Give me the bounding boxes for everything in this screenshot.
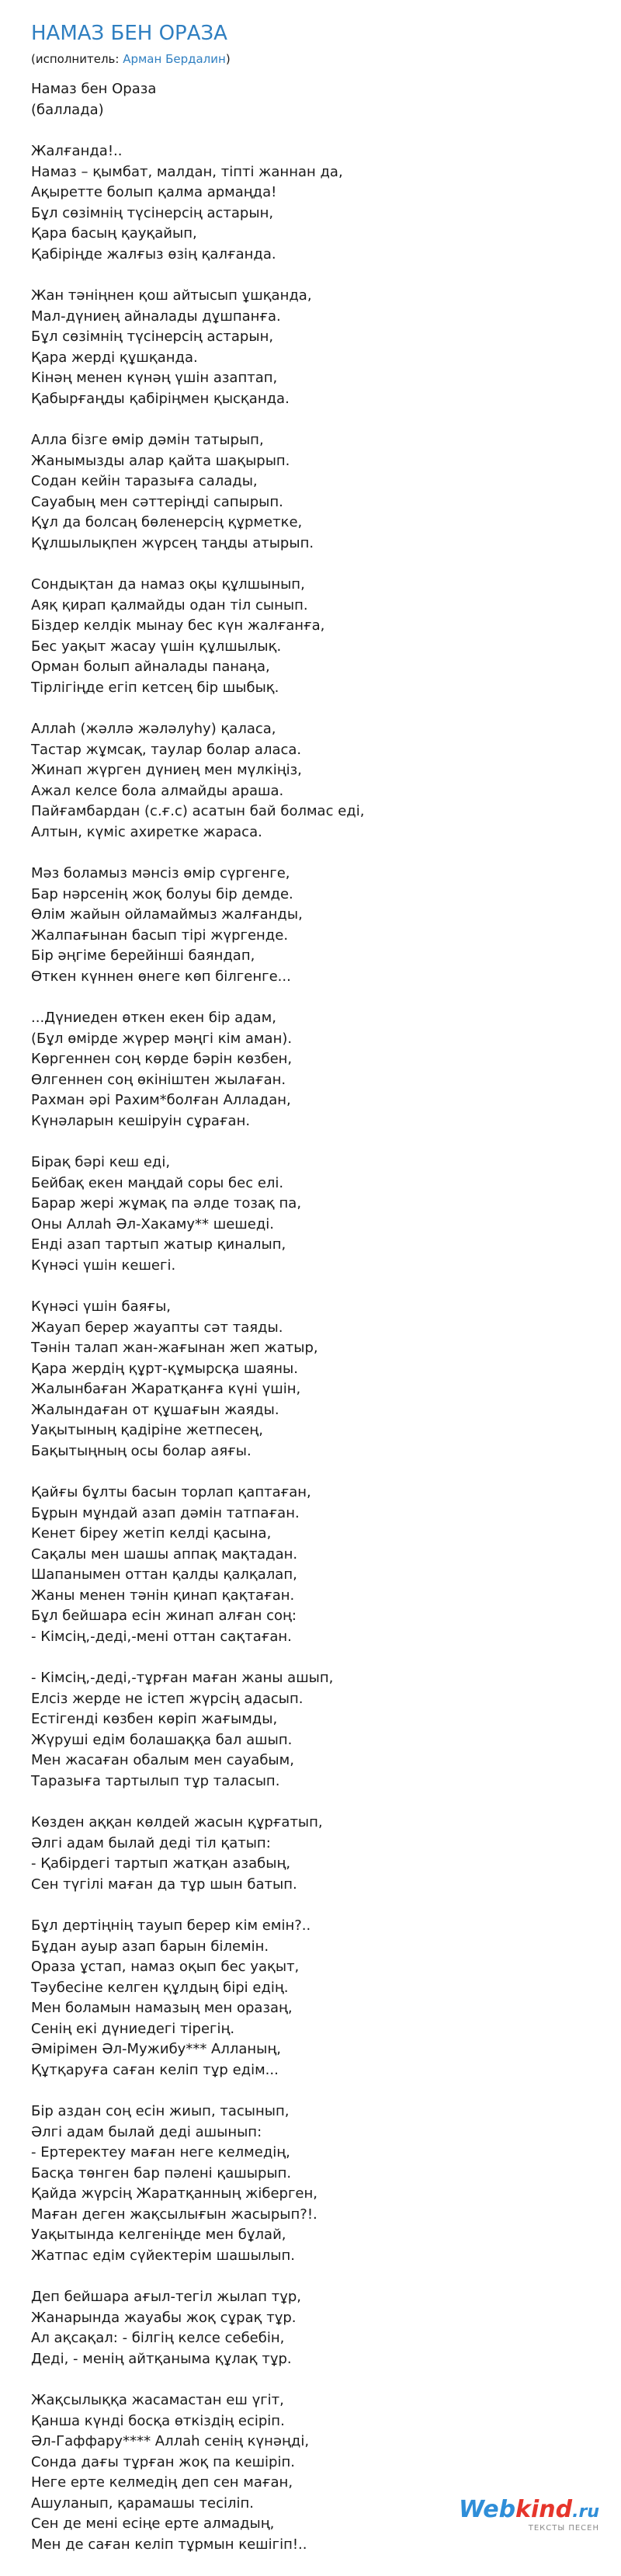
lyric-line: Жалынбаған Жаратқанға күні үшін, (31, 1381, 301, 1397)
lyric-line: Әлгі адам былай деді ашынып: (31, 2123, 262, 2140)
lyric-line: Бес уақыт жасау үшін құлшылық. (31, 638, 282, 655)
stanza (31, 719, 598, 843)
lyric-line: Намаз бен Ораза (31, 81, 157, 97)
lyric-line: Пайғамбардан (с.ғ.с) асатын бай болмас еді, (31, 803, 365, 819)
lyric-line: Сен түгілі маған да тұр шын батып. (31, 1876, 297, 1893)
lyric-line: Өткен күннен өнеге көп білгенге... (31, 968, 291, 985)
lyric-line: Мен де саған келіп тұрмын кешігіп!.. (31, 2536, 307, 2553)
lyric-line: Бұл бейшара есін жинап алған соң: (31, 1608, 297, 1624)
lyric-line: Алла бізге өмір дәмін татырып, (31, 432, 264, 448)
lyric-line: Елсіз жерде не істеп жүрсің адасып. (31, 1690, 304, 1707)
lyric-line: Сондықтан да намаз оқы құлшынып, (31, 576, 305, 593)
lyric-line: Жатпас едім сүйектерім шашылып. (31, 2247, 296, 2264)
lyric-line: (баллада) (31, 101, 104, 118)
lyric-line: Бір әңгіме берейінші баяндап, (31, 947, 255, 964)
lyric-line: Жанымызды алар қайта шақырып. (31, 452, 290, 469)
lyric-line: Сақалы мен шашы аппақ мақтадан. (31, 1545, 298, 1563)
brand-web: Web (459, 2496, 516, 2523)
lyric-line: Рахман әрі Рахим*болған Алладан, (31, 1092, 291, 1108)
lyric-line: Мен жасаған обалым мен сауабым, (31, 1752, 294, 1768)
lyric-line: Ажал келсе бола алмайды араша. (31, 782, 284, 799)
lyric-line: Деді, - менің айтқаныма құлақ тұр. (31, 2350, 292, 2367)
performer-link[interactable]: Арман Бердалин (123, 52, 226, 66)
lyric-line: Ораза ұстап, намаз оқып бес уақыт, (31, 1959, 300, 1975)
lyric-line: Ашуланып, қарамашы тесіліп. (31, 2494, 254, 2512)
lyric-line: Бейбақ екен маңдай соры бес елі. (31, 1174, 284, 1191)
lyric-line: - Ертеректеу маған неге келмедің, (31, 2144, 290, 2161)
lyric-line: Жауап берер жауапты сәт таяды. (31, 1319, 283, 1336)
lyric-line: Бұл дертіңнің тауып берер кім емін?.. (31, 1917, 311, 1934)
lyric-line: Жинап жүрген дүниең мен мүлкіңіз, (31, 762, 302, 778)
lyric-line: Бірақ бәрі кеш еді, (31, 1154, 171, 1170)
lyric-line: Қабіріңде жалғыз өзің қалғанда. (31, 245, 276, 262)
lyric-line: Қара басың қауқайып, (31, 225, 197, 242)
lyric-line: Бұрын мұндай азап дәмін татпаған. (31, 1504, 300, 1521)
stanza (31, 1008, 598, 1132)
lyric-line: Бақытыңның осы болар аяғы. (31, 1442, 252, 1459)
lyric-line: Ал ақсақал: - білгің келсе себебін, (31, 2330, 285, 2346)
lyric-line: Өлгеннен соң өкініштен жылаған. (31, 1071, 286, 1088)
lyric-line: Жалғанда!.. (31, 143, 123, 159)
lyric-line: Бұл сөзімнің түсінерсің астарын, (31, 204, 274, 221)
lyric-line: Күнәларын кешіруін сұраған. (31, 1112, 251, 1129)
lyric-line: ...Дүниеден өткен екен бір адам, (31, 1010, 276, 1026)
lyric-line: Қайда жүрсің Жаратқанның жіберген, (31, 2185, 317, 2202)
lyric-line: Әмірімен Әл-Мужибу*** Алланың, (31, 2041, 282, 2057)
lyric-line: Жаны менен тәнін қинап қақтаған. (31, 1587, 295, 1604)
lyric-line: Жүруші едім болашаққа бал ашып. (31, 1731, 293, 1748)
stanza (31, 2287, 598, 2369)
lyric-line: Мал-дүниең айналады дұшпанға. (31, 308, 281, 325)
song-title: НАМАЗ БЕН ОРАЗА (31, 22, 227, 45)
lyric-line: Жан тәніңнен қош айтысып ұшқанда, (31, 287, 312, 304)
lyric-line: Бұдан ауыр азап барын білемін. (31, 1938, 269, 1955)
stanza (31, 430, 598, 554)
lyric-line: Естігенді көзбен көріп жағымды, (31, 1711, 278, 1727)
brand-ru: .ru (572, 2502, 599, 2522)
lyric-line: Тастар жұмсақ, таулар болар аласа. (31, 741, 302, 758)
performer-prefix: (исполнитель: (31, 52, 123, 66)
lyric-line: Бір аздан соң есін жиып, тасынып, (31, 2103, 290, 2119)
lyric-line: Деп бейшара ағыл-тегіл жылап тұр, (31, 2289, 302, 2305)
lyric-line: Уақытында келгеніңде мен бұлай, (31, 2227, 286, 2243)
lyric-line: Өлім жайын ойламаймыз жалғанды, (31, 906, 303, 923)
lyric-line: Алтын, күміс ахиретке жараса. (31, 823, 262, 840)
stanza (31, 864, 598, 987)
lyric-line: Оны Аллаһ Әл-Хакаму** шешеді. (31, 1215, 274, 1232)
lyric-line: Басқа төнген бар пәлені қашырып. (31, 2164, 292, 2181)
performer-line (31, 51, 231, 67)
lyric-line: Тірлігіңде егіп кетсең бір шыбық. (31, 679, 279, 696)
lyric-line: Қабырғаңды қабіріңмен қысқанда. (31, 390, 290, 407)
lyric-line: Әлгі адам былай деді тіл қатып: (31, 1834, 271, 1851)
lyric-line: Аллаһ (жәллә жәләлуһу) қаласа, (31, 721, 276, 737)
lyric-line: Жанарында жауабы жоқ сұрақ тұр. (31, 2309, 297, 2326)
lyric-line: Қара жердің құрт-құмырсқа шаяны. (31, 1360, 298, 1377)
stanza (31, 286, 598, 409)
lyric-line: Жалпағынан басып тірі жүргенде. (31, 926, 289, 944)
lyric-line: Намаз – қымбат, малдан, тіпті жаннан да, (31, 163, 343, 180)
stanza (31, 1668, 598, 1792)
lyric-line: Күнәсі үшін кешегі. (31, 1257, 176, 1274)
stanza (31, 1916, 598, 2081)
brand-kind: kind (515, 2496, 573, 2523)
lyric-line: - Кімсің,-деді,-мені оттан сақтаған. (31, 1628, 292, 1645)
lyric-line: Қара жерді құшқанда. (31, 349, 198, 366)
stanza (31, 1483, 598, 1647)
lyrics-body (31, 79, 598, 2576)
stanza (31, 1297, 598, 1462)
lyric-line: Тәубесіне келген құлдың бірі едің. (31, 1979, 289, 1996)
lyric-line: Біздер келдік мынау бес күн жалғанға, (31, 617, 325, 634)
lyric-line: Сен де мені есіңе ерте алмадың, (31, 2515, 275, 2532)
lyric-line: Көргеннен соң көрде бәрін көзбен, (31, 1051, 293, 1067)
lyric-line: Көзден аққан көлдей жасын құрғатып, (31, 1814, 323, 1830)
lyric-line: Ақыретте болып қалма армаңда! (31, 184, 277, 200)
lyric-line: Күнәсі үшін баяғы, (31, 1298, 172, 1315)
lyric-line: Таразыға тартылып тұр таласып. (31, 1772, 280, 1789)
stanza (31, 575, 598, 698)
lyric-line: Құл да болсаң бөленерсің құрметке, (31, 514, 303, 530)
lyric-line: Содан кейін таразыға салады, (31, 473, 258, 489)
lyric-line: Барар жері жұмақ па әлде тозақ па, (31, 1195, 302, 1212)
webkind-logo[interactable] (459, 2497, 599, 2533)
lyric-line: Орман болып айналады панаңа, (31, 659, 270, 675)
lyric-line: Енді азап тартып жатыр қиналып, (31, 1236, 286, 1253)
lyric-line: Неге ерте келмедің деп сен маған, (31, 2474, 293, 2491)
lyric-line: Сенің екі дүниедегі тірегің. (31, 2020, 235, 2037)
lyric-line: Кенет біреу жетіп келді қасына, (31, 1525, 272, 1542)
lyric-line: Қайғы бұлты басын торлап қаптаған, (31, 1484, 311, 1500)
lyric-line: Тәнін талап жан-жағынан жеп жатыр, (31, 1340, 318, 1356)
lyric-line: Маған деген жақсылығын жасырып?!. (31, 2206, 317, 2223)
lyric-line: (Бұл өмірде жүрер мәңгі кім аман). (31, 1030, 293, 1047)
stanza (31, 2101, 598, 2266)
lyric-line: Сауабың мен сәттеріңді сапырып. (31, 493, 283, 510)
stanza (31, 1813, 598, 1895)
lyric-line: Сонда дағы тұрған жоқ па кешіріп. (31, 2453, 295, 2470)
lyric-line: Шапанымен оттан қалды қалқалап, (31, 1566, 297, 1583)
lyric-line: - Қабірдегі тартып жатқан азабың, (31, 1855, 291, 1872)
lyric-line: Аяқ қирап қалмайды одан тіл сынып. (31, 596, 308, 614)
lyric-line: Мәз боламыз мәнсіз өмір сүргенге, (31, 865, 290, 881)
lyric-line: Бұл сөзімнің түсінерсің астарын, (31, 329, 274, 345)
lyric-line: Кінәң менен күнәң үшін азаптап, (31, 370, 278, 386)
lyric-line: Жақсылыққа жасамастан еш үгіт, (31, 2392, 284, 2408)
lyric-line: Қанша күнді босқа өткіздің есіріп. (31, 2412, 285, 2429)
lyric-line: Уақытының қадіріне жетпесең, (31, 1422, 263, 1438)
lyric-line: Құлшылықпен жүрсең таңды атырып. (31, 534, 314, 551)
stanza (31, 141, 598, 265)
lyric-line: Бар нәрсенің жоқ болуы бір демде. (31, 885, 293, 902)
stanza (31, 79, 598, 120)
lyric-line: Мен боламын намазың мен оразаң, (31, 2000, 293, 2016)
stanza (31, 1152, 598, 1276)
lyric-line: - Кімсің,-деді,-тұрған маған жаны ашып, (31, 1670, 334, 1686)
performer-suffix: ) (225, 52, 231, 66)
lyric-line: Құтқаруға саған келіп тұр едім... (31, 2061, 279, 2078)
brand-name (459, 2497, 599, 2526)
lyric-line: Жалындаған от құшағын жаяды. (31, 1401, 279, 1418)
lyric-line: Әл-Гаффару**** Аллаһ сенің күнәңді, (31, 2433, 310, 2449)
brand-subtitle: ТЕКСТЫ ПЕСЕН (528, 2524, 599, 2533)
